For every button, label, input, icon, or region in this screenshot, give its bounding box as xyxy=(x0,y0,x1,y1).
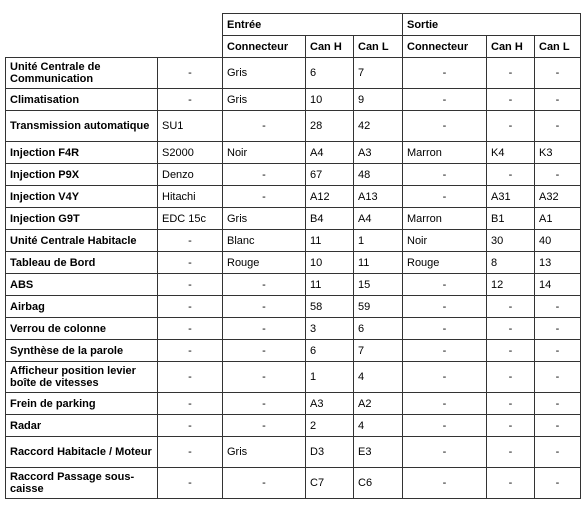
column-header-row xyxy=(6,36,581,58)
row-label-cell: Transmission automatique xyxy=(6,111,158,142)
out-can-h-cell: 30 xyxy=(487,230,535,252)
out-connecteur-cell: - xyxy=(403,415,487,437)
in-can-l-cell: 42 xyxy=(354,111,403,142)
out-connecteur-cell: Rouge xyxy=(403,252,487,274)
column-header-out-can-h: Can H xyxy=(487,36,535,58)
type-cell: - xyxy=(158,296,223,318)
in-can-l-cell: 11 xyxy=(354,252,403,274)
out-can-h-cell: A31 xyxy=(487,186,535,208)
in-connecteur-cell: - xyxy=(223,318,306,340)
out-can-l-cell: 13 xyxy=(535,252,581,274)
in-can-l-cell: C6 xyxy=(354,468,403,499)
out-can-l-cell: - xyxy=(535,296,581,318)
type-cell: - xyxy=(158,437,223,468)
in-can-l-cell: 9 xyxy=(354,89,403,111)
in-can-l-cell: 7 xyxy=(354,340,403,362)
type-cell: SU1 xyxy=(158,111,223,142)
type-cell: - xyxy=(158,58,223,89)
row-label-cell: Unité Centrale de Communication xyxy=(6,58,158,89)
column-header-in-can-h: Can H xyxy=(306,36,354,58)
in-connecteur-cell: - xyxy=(223,296,306,318)
out-can-h-cell: - xyxy=(487,164,535,186)
out-connecteur-cell: - xyxy=(403,437,487,468)
out-can-l-cell: - xyxy=(535,89,581,111)
type-cell: EDC 15c xyxy=(158,208,223,230)
out-connecteur-cell: - xyxy=(403,468,487,499)
header-blank-cell xyxy=(6,14,158,36)
row-label-cell: ABS xyxy=(6,274,158,296)
type-cell: - xyxy=(158,274,223,296)
in-connecteur-cell: - xyxy=(223,274,306,296)
out-can-h-cell: - xyxy=(487,362,535,393)
type-cell: Hitachi xyxy=(158,186,223,208)
row-label-cell: Unité Centrale Habitacle xyxy=(6,230,158,252)
in-connecteur-cell: Gris xyxy=(223,208,306,230)
table-row xyxy=(6,111,581,142)
out-can-l-cell: - xyxy=(535,362,581,393)
row-label-cell: Climatisation xyxy=(6,89,158,111)
out-can-l-cell: - xyxy=(535,340,581,362)
in-can-l-cell: 4 xyxy=(354,362,403,393)
out-connecteur-cell: - xyxy=(403,164,487,186)
row-label-cell: Verrou de colonne xyxy=(6,318,158,340)
out-connecteur-cell: - xyxy=(403,111,487,142)
table-row xyxy=(6,362,581,393)
header-blank-cell xyxy=(158,36,223,58)
in-can-l-cell: 15 xyxy=(354,274,403,296)
out-connecteur-cell: Marron xyxy=(403,142,487,164)
row-label-cell: Synthèse de la parole xyxy=(6,340,158,362)
group-header-entree: Entrée xyxy=(223,14,403,36)
column-header-in-connecteur: Connecteur xyxy=(223,36,306,58)
can-wiring-table xyxy=(5,13,581,499)
in-can-h-cell: 58 xyxy=(306,296,354,318)
out-connecteur-cell: - xyxy=(403,340,487,362)
row-label-cell: Airbag xyxy=(6,296,158,318)
table-row xyxy=(6,393,581,415)
out-can-h-cell: - xyxy=(487,58,535,89)
out-can-h-cell: 12 xyxy=(487,274,535,296)
in-connecteur-cell: Gris xyxy=(223,89,306,111)
row-label-cell: Tableau de Bord xyxy=(6,252,158,274)
in-connecteur-cell: - xyxy=(223,393,306,415)
in-can-l-cell: 7 xyxy=(354,58,403,89)
out-can-l-cell: - xyxy=(535,58,581,89)
out-can-l-cell: K3 xyxy=(535,142,581,164)
group-header-sortie: Sortie xyxy=(403,14,581,36)
in-can-h-cell: 2 xyxy=(306,415,354,437)
out-can-l-cell: A1 xyxy=(535,208,581,230)
type-cell: - xyxy=(158,89,223,111)
in-connecteur-cell: - xyxy=(223,186,306,208)
out-can-h-cell: K4 xyxy=(487,142,535,164)
row-label-cell: Raccord Passage sous-caisse xyxy=(6,468,158,499)
in-can-h-cell: 67 xyxy=(306,164,354,186)
out-connecteur-cell: - xyxy=(403,318,487,340)
table-row xyxy=(6,164,581,186)
column-header-out-can-l: Can L xyxy=(535,36,581,58)
out-connecteur-cell: - xyxy=(403,274,487,296)
row-label-cell: Frein de parking xyxy=(6,393,158,415)
table-row xyxy=(6,142,581,164)
type-cell: - xyxy=(158,318,223,340)
out-can-l-cell: - xyxy=(535,164,581,186)
table-row xyxy=(6,230,581,252)
in-can-l-cell: A13 xyxy=(354,186,403,208)
out-can-l-cell: A32 xyxy=(535,186,581,208)
in-can-l-cell: A2 xyxy=(354,393,403,415)
group-header-row xyxy=(6,14,581,36)
out-can-l-cell: 14 xyxy=(535,274,581,296)
table-row xyxy=(6,58,581,89)
in-can-h-cell: A12 xyxy=(306,186,354,208)
out-connecteur-cell: Marron xyxy=(403,208,487,230)
out-connecteur-cell: - xyxy=(403,362,487,393)
header-blank-cell xyxy=(158,14,223,36)
header-blank-cell xyxy=(6,36,158,58)
in-can-h-cell: 11 xyxy=(306,230,354,252)
table-row xyxy=(6,296,581,318)
row-label-cell: Injection V4Y xyxy=(6,186,158,208)
out-can-h-cell: - xyxy=(487,89,535,111)
in-can-h-cell: 6 xyxy=(306,340,354,362)
in-connecteur-cell: - xyxy=(223,362,306,393)
in-can-h-cell: 6 xyxy=(306,58,354,89)
out-can-l-cell: - xyxy=(535,415,581,437)
row-label-cell: Injection F4R xyxy=(6,142,158,164)
out-can-h-cell: - xyxy=(487,340,535,362)
in-connecteur-cell: Noir xyxy=(223,142,306,164)
table-row xyxy=(6,340,581,362)
type-cell: Denzo xyxy=(158,164,223,186)
out-can-h-cell: - xyxy=(487,393,535,415)
in-connecteur-cell: Gris xyxy=(223,437,306,468)
in-can-h-cell: 10 xyxy=(306,252,354,274)
type-cell: - xyxy=(158,415,223,437)
column-header-out-connecteur: Connecteur xyxy=(403,36,487,58)
out-can-l-cell: - xyxy=(535,468,581,499)
in-can-h-cell: 28 xyxy=(306,111,354,142)
table-row xyxy=(6,415,581,437)
in-connecteur-cell: Blanc xyxy=(223,230,306,252)
row-label-cell: Radar xyxy=(6,415,158,437)
row-label-cell: Injection G9T xyxy=(6,208,158,230)
table-row xyxy=(6,186,581,208)
type-cell: - xyxy=(158,468,223,499)
out-can-h-cell: - xyxy=(487,296,535,318)
in-can-h-cell: A3 xyxy=(306,393,354,415)
in-can-l-cell: 48 xyxy=(354,164,403,186)
in-can-h-cell: A4 xyxy=(306,142,354,164)
out-can-l-cell: - xyxy=(535,437,581,468)
out-can-h-cell: 8 xyxy=(487,252,535,274)
out-can-h-cell: B1 xyxy=(487,208,535,230)
in-can-l-cell: E3 xyxy=(354,437,403,468)
type-cell: - xyxy=(158,252,223,274)
out-connecteur-cell: - xyxy=(403,89,487,111)
in-can-h-cell: D3 xyxy=(306,437,354,468)
type-cell: S2000 xyxy=(158,142,223,164)
table-row xyxy=(6,318,581,340)
table-body xyxy=(6,58,581,499)
in-can-h-cell: 11 xyxy=(306,274,354,296)
in-connecteur-cell: - xyxy=(223,164,306,186)
table-row xyxy=(6,89,581,111)
table-row xyxy=(6,437,581,468)
in-connecteur-cell: Gris xyxy=(223,58,306,89)
out-can-l-cell: - xyxy=(535,318,581,340)
in-can-h-cell: C7 xyxy=(306,468,354,499)
in-can-h-cell: 10 xyxy=(306,89,354,111)
out-can-l-cell: - xyxy=(535,393,581,415)
in-connecteur-cell: - xyxy=(223,415,306,437)
in-connecteur-cell: - xyxy=(223,468,306,499)
type-cell: - xyxy=(158,230,223,252)
row-label-cell: Injection P9X xyxy=(6,164,158,186)
type-cell: - xyxy=(158,362,223,393)
row-label-cell: Raccord Habitacle / Moteur xyxy=(6,437,158,468)
column-header-in-can-l: Can L xyxy=(354,36,403,58)
type-cell: - xyxy=(158,393,223,415)
out-can-h-cell: - xyxy=(487,318,535,340)
in-can-h-cell: 3 xyxy=(306,318,354,340)
out-connecteur-cell: - xyxy=(403,393,487,415)
out-can-h-cell: - xyxy=(487,111,535,142)
out-connecteur-cell: - xyxy=(403,58,487,89)
type-cell: - xyxy=(158,340,223,362)
in-connecteur-cell: Rouge xyxy=(223,252,306,274)
out-connecteur-cell: - xyxy=(403,296,487,318)
table-row xyxy=(6,208,581,230)
in-can-l-cell: 6 xyxy=(354,318,403,340)
out-connecteur-cell: Noir xyxy=(403,230,487,252)
in-can-l-cell: 4 xyxy=(354,415,403,437)
in-can-l-cell: A4 xyxy=(354,208,403,230)
in-can-h-cell: B4 xyxy=(306,208,354,230)
row-label-cell: Afficheur position levier boîte de vitesses xyxy=(6,362,158,393)
out-connecteur-cell: - xyxy=(403,186,487,208)
table-row xyxy=(6,252,581,274)
out-can-l-cell: 40 xyxy=(535,230,581,252)
in-can-l-cell: 1 xyxy=(354,230,403,252)
out-can-h-cell: - xyxy=(487,415,535,437)
in-connecteur-cell: - xyxy=(223,340,306,362)
in-can-h-cell: 1 xyxy=(306,362,354,393)
table-row xyxy=(6,468,581,499)
in-can-l-cell: A3 xyxy=(354,142,403,164)
out-can-l-cell: - xyxy=(535,111,581,142)
out-can-h-cell: - xyxy=(487,468,535,499)
out-can-h-cell: - xyxy=(487,437,535,468)
in-connecteur-cell: - xyxy=(223,111,306,142)
in-can-l-cell: 59 xyxy=(354,296,403,318)
table-row xyxy=(6,274,581,296)
